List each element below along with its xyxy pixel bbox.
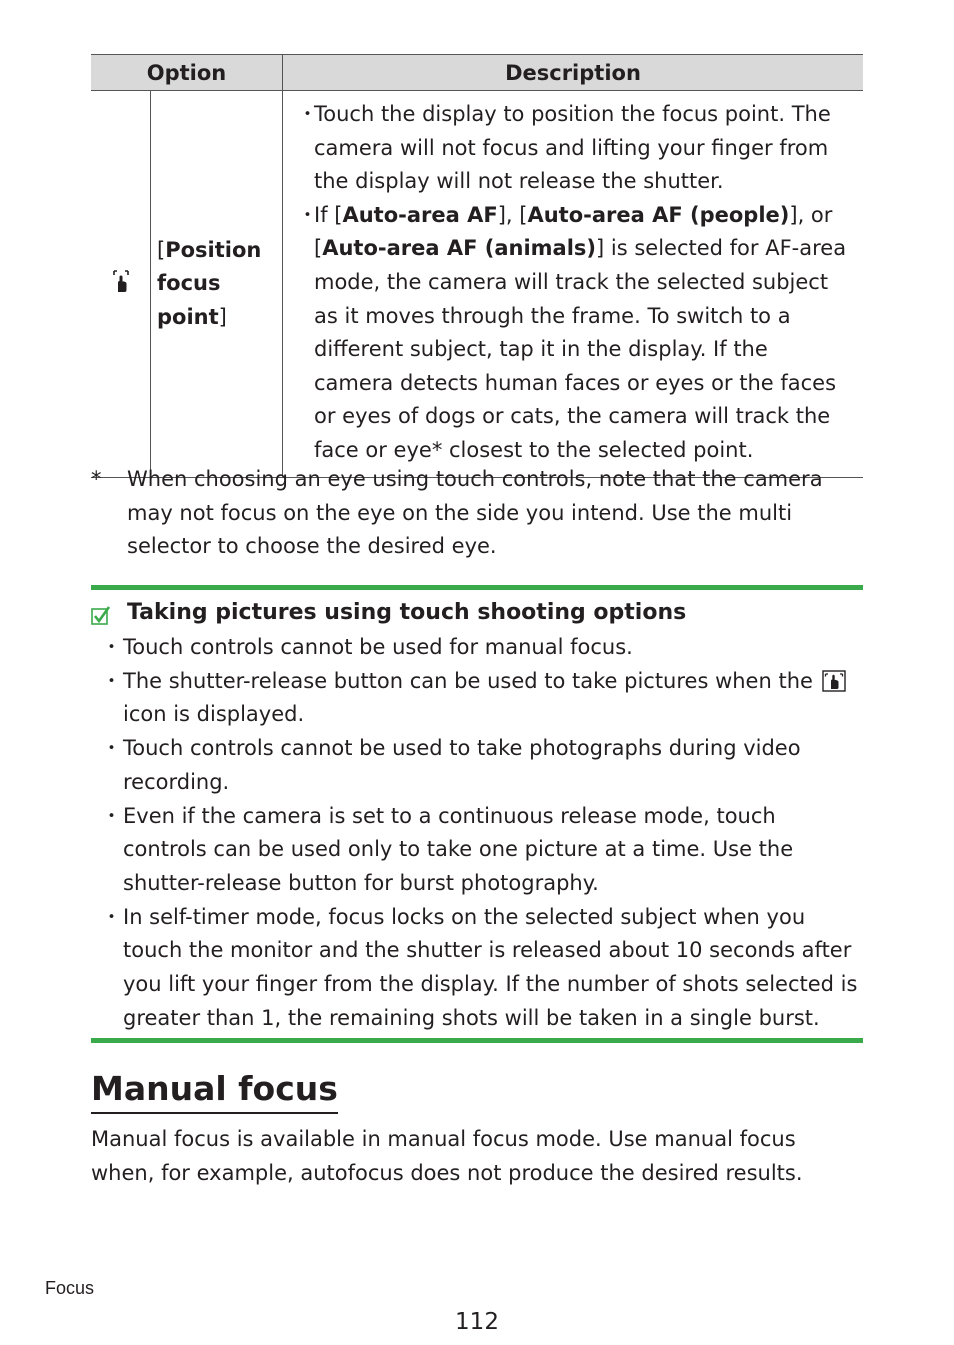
table-row (91, 91, 863, 478)
touch-shutter-icon (822, 668, 846, 692)
header-option: Option (91, 55, 283, 91)
footnote-mark: * (91, 467, 102, 491)
bullet-text: ], [ (497, 202, 528, 227)
list-item-text: In self-timer mode, focus locks on the selected subject when you touch the monitor and the shutter is released about 10 seconds after you lift your finger from the display. If the number of shots selected is greater than 1, the remaining shots will be taken in a single burst. (123, 904, 858, 1030)
bullet-dot: ・ (297, 202, 318, 227)
list-item-text: icon is displayed. (123, 702, 305, 727)
note-list (91, 631, 863, 1035)
af-mode-people: Auto-area AF (people) (527, 202, 790, 227)
note-bottom-rule (91, 1038, 863, 1043)
option-name-cell (151, 91, 283, 478)
bullet-text: Touch the display to position the focus point. The camera will not focus and lifting your finger from the display will not release the shutter. (314, 102, 831, 194)
bracket-open: [ (157, 237, 166, 262)
option-description-cell (283, 91, 864, 478)
note-heading (91, 596, 686, 629)
note-title: Taking pictures using touch shooting options (127, 600, 687, 625)
options-table (91, 54, 863, 478)
header-description: Description (283, 55, 864, 91)
footnote (91, 463, 851, 564)
footer-section-label: Focus (45, 1278, 95, 1298)
bullet-dot: ・ (101, 803, 122, 828)
description-bullet (297, 98, 853, 199)
list-item-text: The shutter-release button can be used to take pictures when the (123, 668, 813, 693)
list-item (91, 732, 863, 799)
description-bullet (297, 199, 853, 468)
section-body: Manual focus is available in manual focus mode. Use manual focus when, for example, autofocus does not produce the desired results. (91, 1127, 803, 1185)
option-name: Position focus point (157, 237, 262, 329)
list-item (91, 901, 863, 1036)
bullet-text: If [ (314, 202, 343, 227)
option-icon-cell (91, 91, 151, 478)
bullet-text: ], or [ (314, 202, 833, 261)
af-mode-animals: Auto-area AF (animals) (322, 236, 597, 261)
list-item-text: Touch controls cannot be used for manual focus. (123, 635, 633, 659)
footnote-text: When choosing an eye using touch controls, note that the camera may not focus on the eye on the side you intend. Use the multi selector to choose the desired eye. (127, 467, 823, 558)
bullet-dot: ・ (101, 904, 122, 929)
list-item (91, 665, 863, 732)
bullet-text: ] is selected for AF-area mode, the camera will track the selected subject as it moves through the frame. To switch to a different subject, tap it in the display. If the camera detects human faces or eyes or the faces or eyes of dogs or cats, the camera will track the face or eye* closest to the selected point. (314, 236, 847, 462)
bullet-dot: ・ (101, 736, 122, 761)
page-number: 112 (455, 1309, 499, 1335)
bullet-dot: ・ (297, 102, 318, 126)
list-item-text: Even if the camera is set to a continuous release mode, touch controls can be used only to take one picture at a time. Use the shutter-release button for burst photography. (123, 803, 794, 895)
note-top-rule (91, 585, 863, 590)
table-header-row (91, 55, 863, 91)
section-title: Manual focus (91, 1066, 338, 1114)
af-mode-auto: Auto-area AF (342, 202, 498, 227)
list-item-text: Touch controls cannot be used to take photographs during video recording. (123, 736, 801, 794)
bullet-dot: ・ (101, 668, 122, 693)
list-item (91, 800, 863, 901)
bracket-close: ] (218, 304, 227, 329)
check-icon (91, 603, 111, 623)
list-item (91, 631, 863, 665)
bullet-dot: ・ (101, 635, 122, 659)
touch-focus-icon (112, 275, 130, 299)
